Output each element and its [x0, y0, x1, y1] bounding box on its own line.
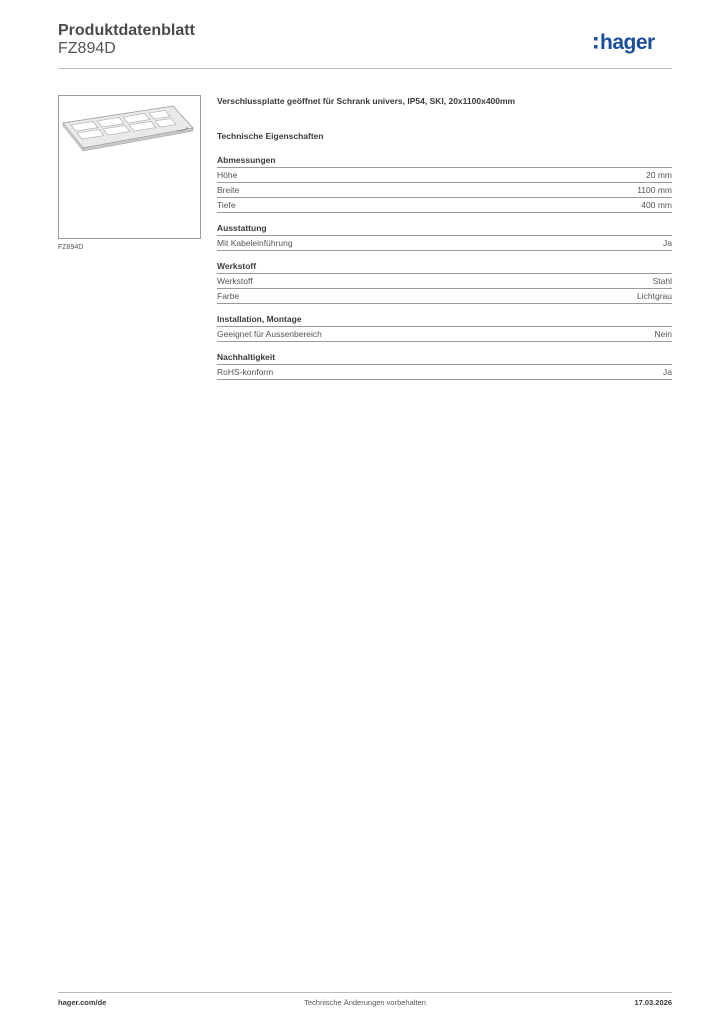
- section-sustainability: [217, 352, 672, 380]
- table-row: [217, 274, 672, 289]
- property-label: Tiefe: [217, 200, 236, 210]
- page-title: Produktdatenblatt: [58, 22, 195, 39]
- product-description: Verschlussplatte geöffnet für Schrank univers, IP54, SKI, 20x1100x400mm: [217, 96, 516, 106]
- document-date: 17.03.2026: [634, 998, 672, 1007]
- section-title: Nachhaltigkeit: [217, 352, 672, 365]
- product-code: FZ894D: [58, 40, 116, 57]
- property-value: Ja: [663, 367, 672, 377]
- image-caption: FZ894D: [58, 244, 84, 251]
- hager-logo: [592, 28, 672, 56]
- table-row: [217, 365, 672, 380]
- property-value: Nein: [654, 329, 672, 339]
- property-value: 1100 mm: [637, 185, 672, 195]
- section-equipment: [217, 223, 672, 251]
- table-row: [217, 289, 672, 304]
- technical-properties-heading: Technische Eigenschaften: [217, 131, 324, 141]
- property-label: Farbe: [217, 291, 240, 301]
- section-title: Installation, Montage: [217, 314, 672, 327]
- product-image: [58, 95, 201, 239]
- property-value: 20 mm: [646, 170, 672, 180]
- property-label: Werkstoff: [217, 276, 253, 286]
- property-label: Breite: [217, 185, 240, 195]
- product-details: [217, 95, 672, 380]
- property-label: RoHS-konform: [217, 367, 274, 377]
- table-row: [217, 198, 672, 213]
- table-row: [217, 236, 672, 251]
- document-header: [58, 20, 672, 68]
- property-label: Mit Kabeleinführung: [217, 238, 293, 248]
- property-label: Höhe: [217, 170, 238, 180]
- disclaimer-text: Technische Änderungen vorbehalten: [304, 998, 426, 1007]
- section-material: [217, 261, 672, 304]
- cover-plate-illustration: [59, 96, 200, 238]
- section-dimensions: [217, 155, 672, 213]
- section-installation: [217, 314, 672, 342]
- table-row: [217, 327, 672, 342]
- table-row: [217, 183, 672, 198]
- property-value: Ja: [663, 238, 672, 248]
- section-title: Abmessungen: [217, 155, 672, 168]
- website-link[interactable]: hager.com/de: [58, 998, 107, 1007]
- property-value: Stahl: [652, 276, 672, 286]
- property-value: 400 mm: [641, 200, 672, 210]
- section-title: Ausstattung: [217, 223, 672, 236]
- property-value: Lichtgrau: [637, 291, 672, 301]
- logo-text: hager: [600, 31, 655, 54]
- footer-divider: [58, 992, 672, 993]
- section-title: Werkstoff: [217, 261, 672, 274]
- property-label: Geeignet für Aussenbereich: [217, 329, 322, 339]
- document-footer: [58, 998, 672, 1010]
- table-row: [217, 168, 672, 183]
- header-divider: [58, 68, 672, 69]
